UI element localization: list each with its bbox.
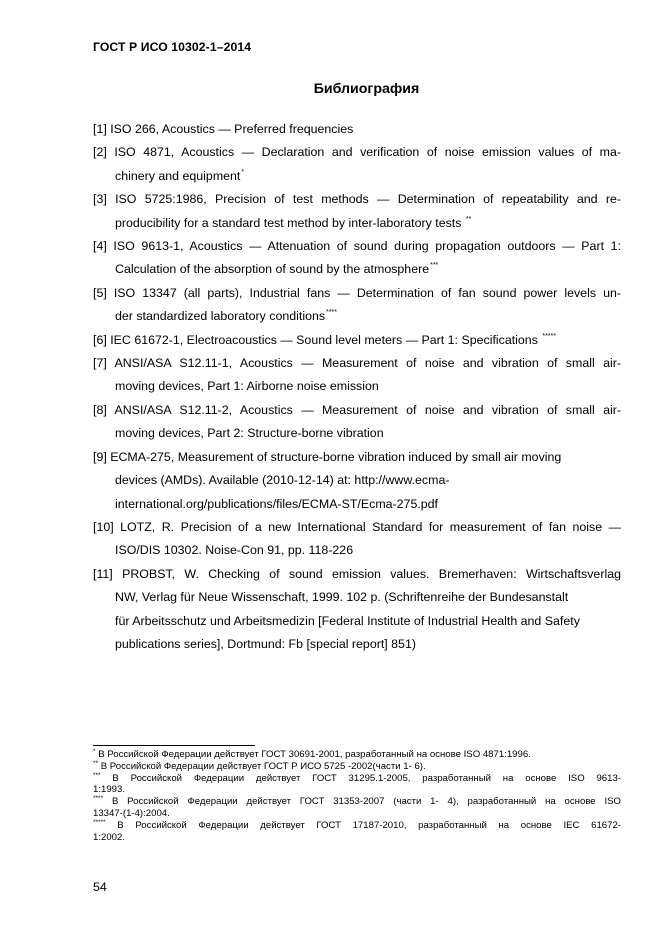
entry-line: ISO/DIS 10302. Noise-Con 91, pp. 118-226 — [115, 543, 354, 558]
footnote-mark: ***** — [93, 818, 106, 826]
footnote-reference: * — [241, 168, 245, 176]
bibliography-entry — [93, 399, 621, 446]
footnote — [93, 820, 621, 844]
bibliography-entry — [93, 141, 621, 188]
footnote-reference: ***** — [542, 332, 556, 340]
entry-line: [3] ISO 5725:1986, Precision of test methods — Determination of repeatability and re- — [93, 192, 621, 207]
entry-line: [1] ISO 266, Acoustics — Preferred frequencies — [93, 122, 354, 136]
bibliography-entry — [93, 282, 621, 329]
bibliography-entry — [93, 188, 621, 235]
footnote-text: 1:2002. — [93, 831, 126, 843]
entry-line: publications series], Dortmund: Fb [special report] 851) — [115, 636, 416, 651]
footnote-text: В Российской Федерации действует ГОСТ 30691-2001, разработанный на основе ISO 4871:1996. — [95, 749, 531, 760]
bibliography-entry — [93, 352, 621, 399]
entry-line: moving devices, Part 1: Airborne noise emission — [115, 379, 379, 394]
footnote-mark: **** — [93, 795, 104, 803]
document-header: ГОСТ Р ИСО 10302-1–2014 — [93, 40, 252, 54]
footnote-reference: ** — [465, 215, 472, 223]
footnote-reference: **** — [326, 309, 337, 317]
footnote — [93, 773, 621, 797]
entry-line: devices (AMDs). Available (2010-12-14) at: http://www.ecma- — [115, 473, 450, 488]
bibliography-entry — [93, 563, 621, 657]
bibliography-entry — [93, 329, 621, 352]
page-title: Библиография — [313, 81, 420, 97]
entry-line: [6] IEC 61672-1, Electroacoustics — Sound level meters — Part 1: Specifications — [93, 332, 538, 347]
footnote-text: 1:1993. — [93, 784, 126, 796]
footnote — [93, 761, 621, 773]
footnote-text: 13347-(1-4):2004. — [93, 807, 170, 819]
page-number: 54 — [93, 880, 107, 894]
bibliography-entry — [93, 118, 621, 141]
entry-line: [2] ISO 4871, Acoustics — Declaration and verification of noise emission values of ma- — [93, 145, 621, 160]
footnote-text: В Российской Федерации действует ГОСТ Р ИСО 5725 -2002(части 1- 6). — [98, 760, 426, 772]
entry-line: chinery and equipment — [115, 168, 241, 183]
entry-line: [10] LOTZ, R. Precision of a new International Standard for measurement of fan noise — — [93, 519, 621, 534]
entry-line: NW, Verlag für Neue Wissenschaft, 1999. 102 p. (Schriftenreihe der Bundesanstalt — [115, 590, 569, 605]
footnote-mark: ** — [93, 759, 99, 767]
entry-line: [8] ANSI/ASA S12.11-2, Acoustics — Measurement of noise and vibration of small air- — [93, 402, 621, 417]
footnote-text: В Российской Федерации действует ГОСТ 31353-2007 (части 1- 4), разработанный на основе ISO — [103, 796, 621, 808]
entry-line: [11] PROBST, W. Checking of sound emission values. Bremerhaven: Wirtschaftsverlag — [93, 566, 621, 581]
bibliography-list — [93, 118, 621, 656]
footnote-text: В Российской Федерации действует ГОСТ 17187-2010, разработанный на основе IEC 61672- — [105, 819, 621, 831]
footnote-mark: * — [93, 748, 96, 755]
footnote — [93, 749, 621, 761]
footnote-reference: *** — [430, 262, 439, 270]
entry-line: der standardized laboratory conditions — [115, 309, 326, 324]
entry-line: [5] ISO 13347 (all parts), Industrial fans — Determination of fan sound power levels un- — [93, 285, 621, 300]
bibliography-entry — [93, 516, 621, 563]
footnotes-list — [93, 749, 621, 843]
footnote-separator — [93, 745, 255, 746]
entry-line: [4] ISO 9613-1, Acoustics — Attenuation of sound during propagation outdoors — Part 1: — [93, 239, 621, 254]
footnote-text: В Российской Федерации действует ГОСТ 31295.1-2005, разработанный на основе ISO 9613- — [100, 772, 621, 784]
entry-line: [9] ECMA-275, Measurement of structure-borne vibration induced by small air moving — [93, 449, 562, 464]
bibliography-entry — [93, 235, 621, 282]
entry-line: international.org/publications/files/ECMA-ST/Ecma-275.pdf — [115, 496, 438, 511]
entry-line: Calculation of the absorption of sound by the atmosphere — [115, 262, 430, 277]
footnote-mark: *** — [93, 771, 101, 779]
entry-line: moving devices, Part 2: Structure-borne vibration — [115, 426, 384, 441]
entry-line: für Arbeitsschutz und Arbeitsmedizin [Federal Institute of Industrial Health and Safety — [115, 613, 580, 628]
entry-line: producibility for a standard test method by inter-laboratory tests — [115, 215, 462, 230]
footnote — [93, 796, 621, 820]
bibliography-entry — [93, 446, 621, 516]
entry-line: [7] ANSI/ASA S12.11-1, Acoustics — Measurement of noise and vibration of small air- — [93, 356, 621, 371]
